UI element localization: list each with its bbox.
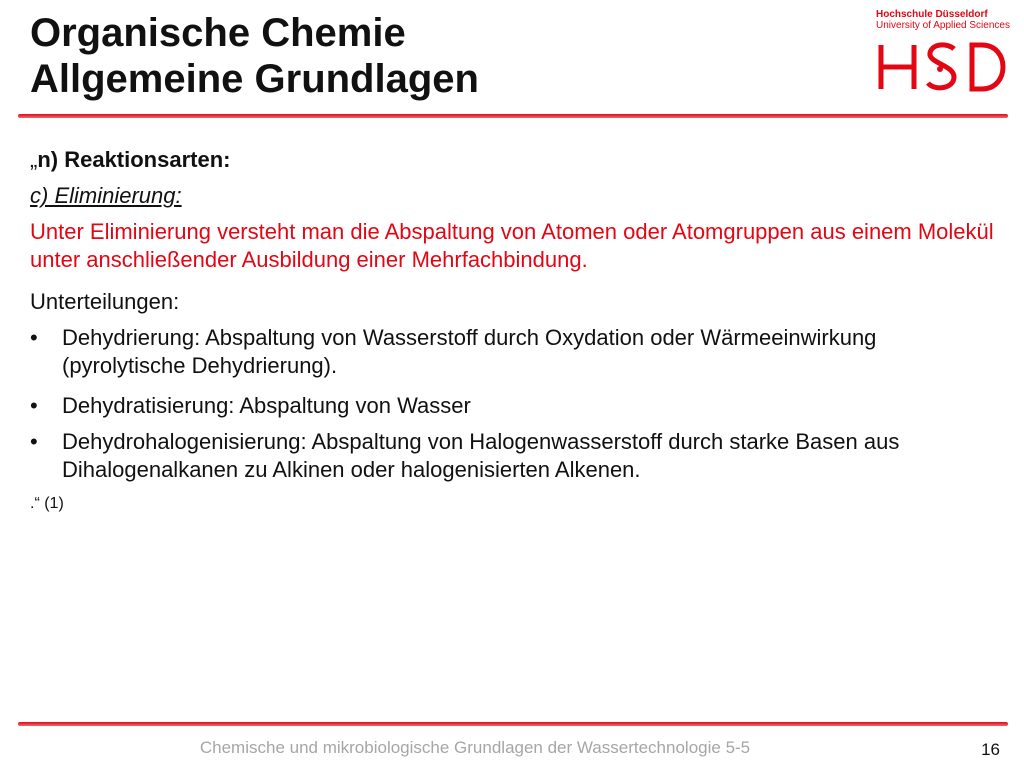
subdivisions-label: Unterteilungen: xyxy=(30,289,180,314)
title-line-1: Organische Chemie xyxy=(30,11,406,55)
footer-course-title: Chemische und mikrobiologische Grundlagen der Wassertechnologie 5-5 xyxy=(199,738,751,757)
slide-title xyxy=(30,10,830,102)
section-heading xyxy=(30,146,230,174)
opening-quote: „ xyxy=(30,147,38,172)
logo-university-name: Hochschule Düsseldorf xyxy=(876,9,988,20)
bullet-marker: • xyxy=(30,325,38,350)
definition-text: Unter Eliminierung versteht man die Abspaltung von Atomen oder Atomgruppen aus einem Molekül unter anschließender Ausbildung einer Mehrfachbindung. xyxy=(30,219,994,272)
closing-quote-citation: .“ (1) xyxy=(30,495,64,512)
bullet-marker: • xyxy=(30,393,38,418)
bottom-divider xyxy=(18,722,1008,726)
hsd-logo xyxy=(876,9,1016,31)
top-divider xyxy=(18,114,1008,118)
title-line-2: Allgemeine Grundlagen xyxy=(30,57,479,101)
bullet-text: Dehydrohalogenisierung: Abspaltung von Halogenwasserstoff durch starke Basen aus Dihalogenalkanen zu Alkinen oder halogenisierten Alkenen. xyxy=(62,429,900,482)
subheading xyxy=(30,182,182,210)
bullet-marker: • xyxy=(30,429,38,454)
hsd-logo-mark xyxy=(876,39,1012,95)
bullet-text: Dehydrierung: Abspaltung von Wasserstoff durch Oxydation oder Wärmeeinwirkung (pyrolytische Dehydrierung). xyxy=(62,325,877,378)
heading-text: n) Reaktionsarten: xyxy=(37,147,231,172)
subheading-text: c) Eliminierung: xyxy=(30,183,182,208)
bullet-text: Dehydratisierung: Abspaltung von Wasser xyxy=(62,393,471,418)
page-number: 16 xyxy=(981,740,1000,759)
logo-university-subtitle: University of Applied Sciences xyxy=(876,20,1010,31)
